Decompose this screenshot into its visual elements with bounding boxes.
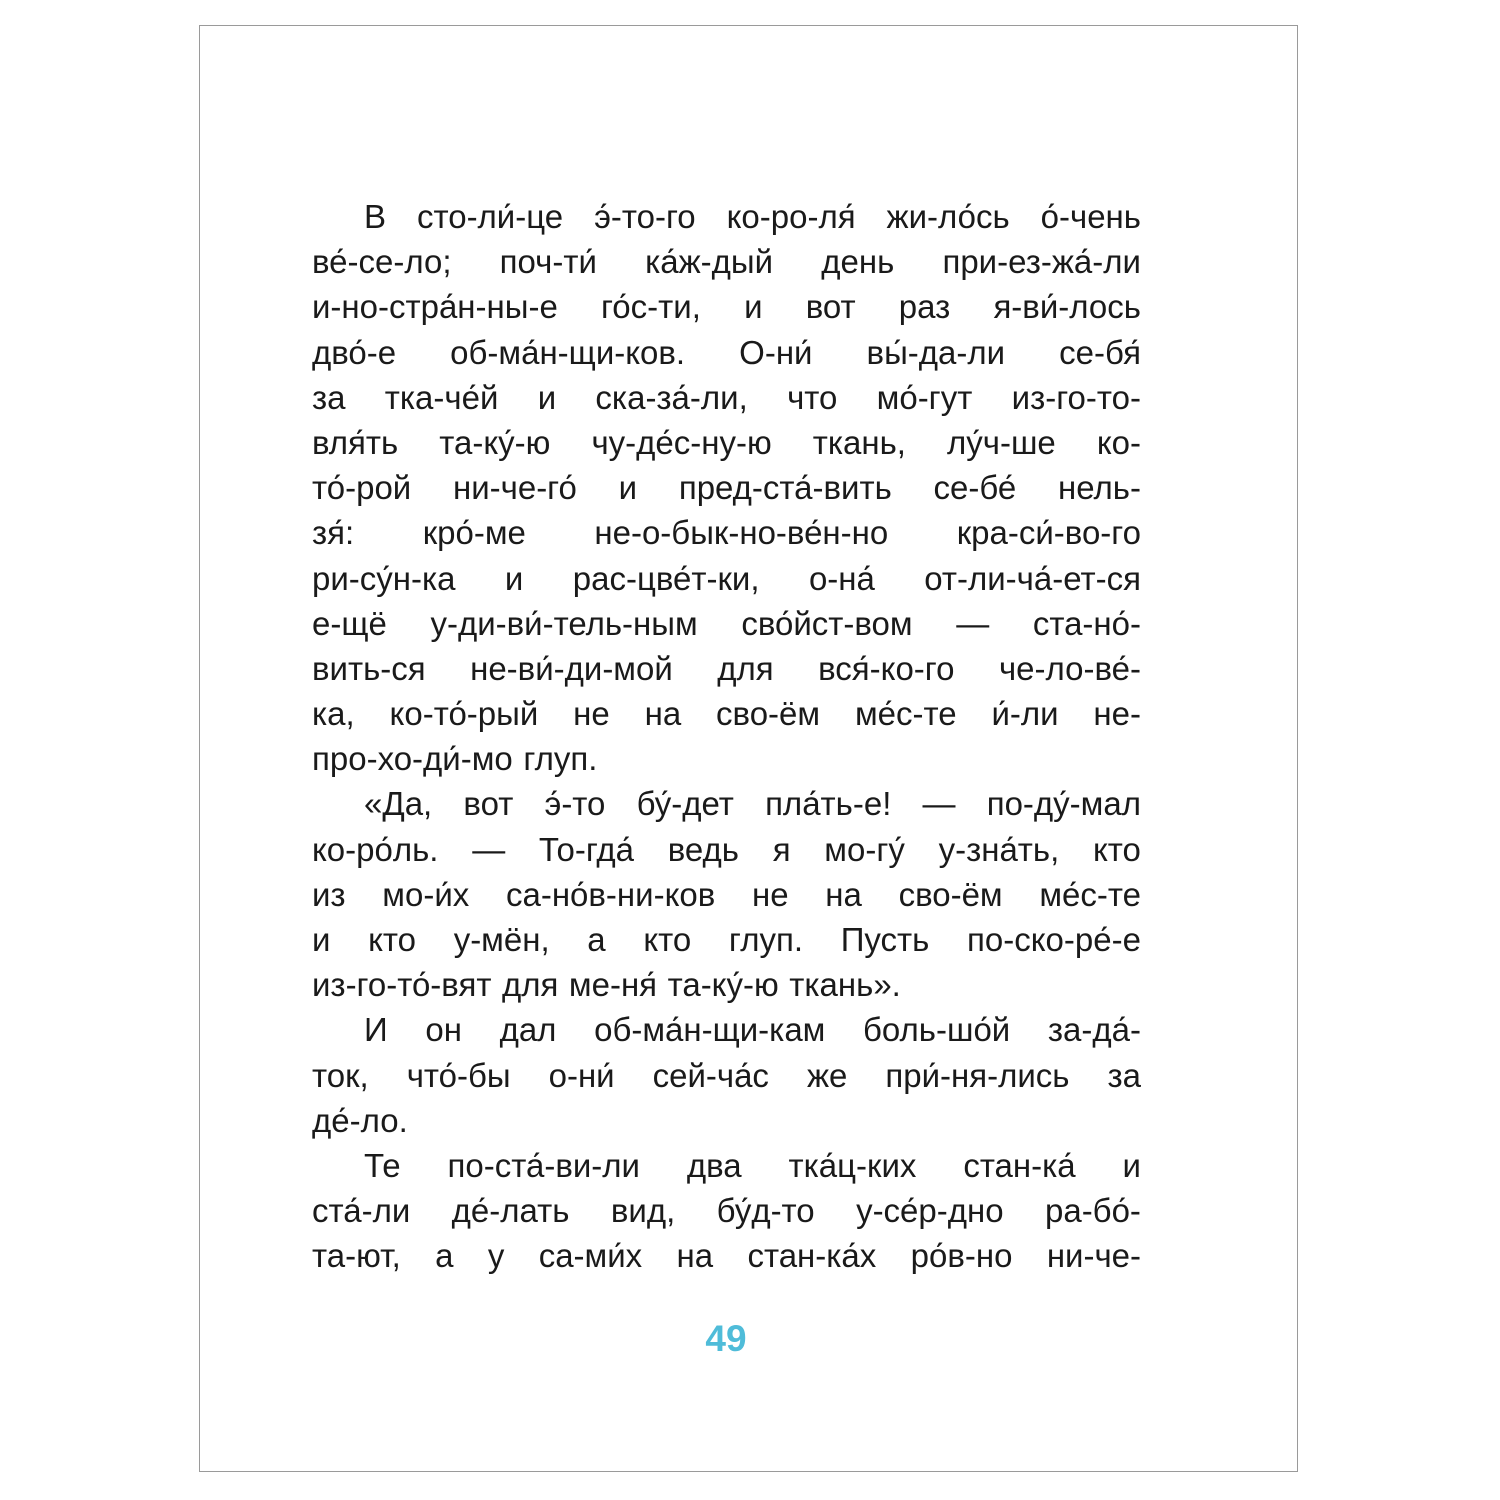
paragraph	[312, 1007, 1141, 1143]
text-line: из мо-и́х са-но́в-ни-ков не на сво-ём ме́с-те	[312, 875, 1141, 913]
body-text	[312, 194, 1141, 1279]
text-line: и-но-стра́н-ны-е го́с-ти, и вот раз я-ви́-лось	[312, 288, 1141, 326]
text-line: и кто у-мён, а кто глуп. Пусть по-ско-ре́-е	[312, 921, 1141, 958]
paragraph	[312, 194, 1141, 781]
text-line: ве́-се-ло; поч-ти́ ка́ж-дый день при-ез-жа́-ли	[312, 243, 1141, 281]
text-line: вить-ся не-ви́-ди-мой для вся́-ко-го че-ло-ве́-	[312, 649, 1141, 687]
text-line: ста́-ли де́-лать вид, бу́д-то у-се́р-дно ра-бо́-	[312, 1192, 1141, 1230]
text-line: то́-рой ни-че-го́ и пред-ста́-вить се-бе́ нель-	[312, 469, 1141, 507]
text-line: из-го-то́-вят для ме-ня́ та-ку́-ю ткань».	[312, 966, 901, 1004]
text-line: зя́: кро́-ме не-о-бык-но-ве́н-но кра-си́-во-го	[312, 514, 1141, 552]
text-line: ток, что́-бы о-ни́ сей-ча́с же при́-ня-лись за	[312, 1056, 1141, 1094]
text-line: «Да, вот э́-то бу́-дет пла́ть-е! — по-ду́-мал	[364, 785, 1141, 823]
text-line: вля́ть та-ку́-ю чу-де́с-ну-ю ткань, лу́ч-ше ко-	[312, 423, 1141, 461]
text-line: де́-ло.	[312, 1101, 408, 1139]
text-line: ко-ро́ль. — То-гда́ ведь я мо-гу́ у-зна́ть, кто	[312, 830, 1141, 868]
text-line: е-щё у-ди-ви́-тель-ным сво́йст-вом — ста-но́-	[312, 604, 1141, 642]
text-line: про-хо-ди́-мо глуп.	[312, 740, 598, 778]
text-line: ри-су́н-ка и рас-цве́т-ки, о-на́ от-ли-ча́-ет-ся	[312, 559, 1141, 597]
text-line: за тка-че́й и ска-за́-ли, что мо́-гут из-го-то-	[312, 378, 1141, 416]
text-line: И он дал об-ма́н-щи-кам боль-шо́й за-да́-	[364, 1011, 1141, 1049]
text-line: ка, ко-то́-рый не на сво-ём ме́с-те и́-ли не-	[312, 695, 1141, 733]
paragraph	[312, 1143, 1141, 1279]
text-line: дво́-е об-ма́н-щи-ков. О-ни́ вы́-да-ли се-бя́	[312, 333, 1141, 371]
text-line: Те по-ста́-ви-ли два тка́ц-ких стан-ка́ и	[364, 1146, 1141, 1184]
page-number: 49	[705, 1318, 747, 1359]
text-line: В сто-ли́-це э́-то-го ко-ро-ля́ жи-ло́сь о́-чень	[364, 198, 1141, 235]
paragraph	[312, 781, 1141, 1007]
text-line: та-ют, а у са-ми́х на стан-ка́х ро́в-но ни-че-	[312, 1237, 1141, 1275]
